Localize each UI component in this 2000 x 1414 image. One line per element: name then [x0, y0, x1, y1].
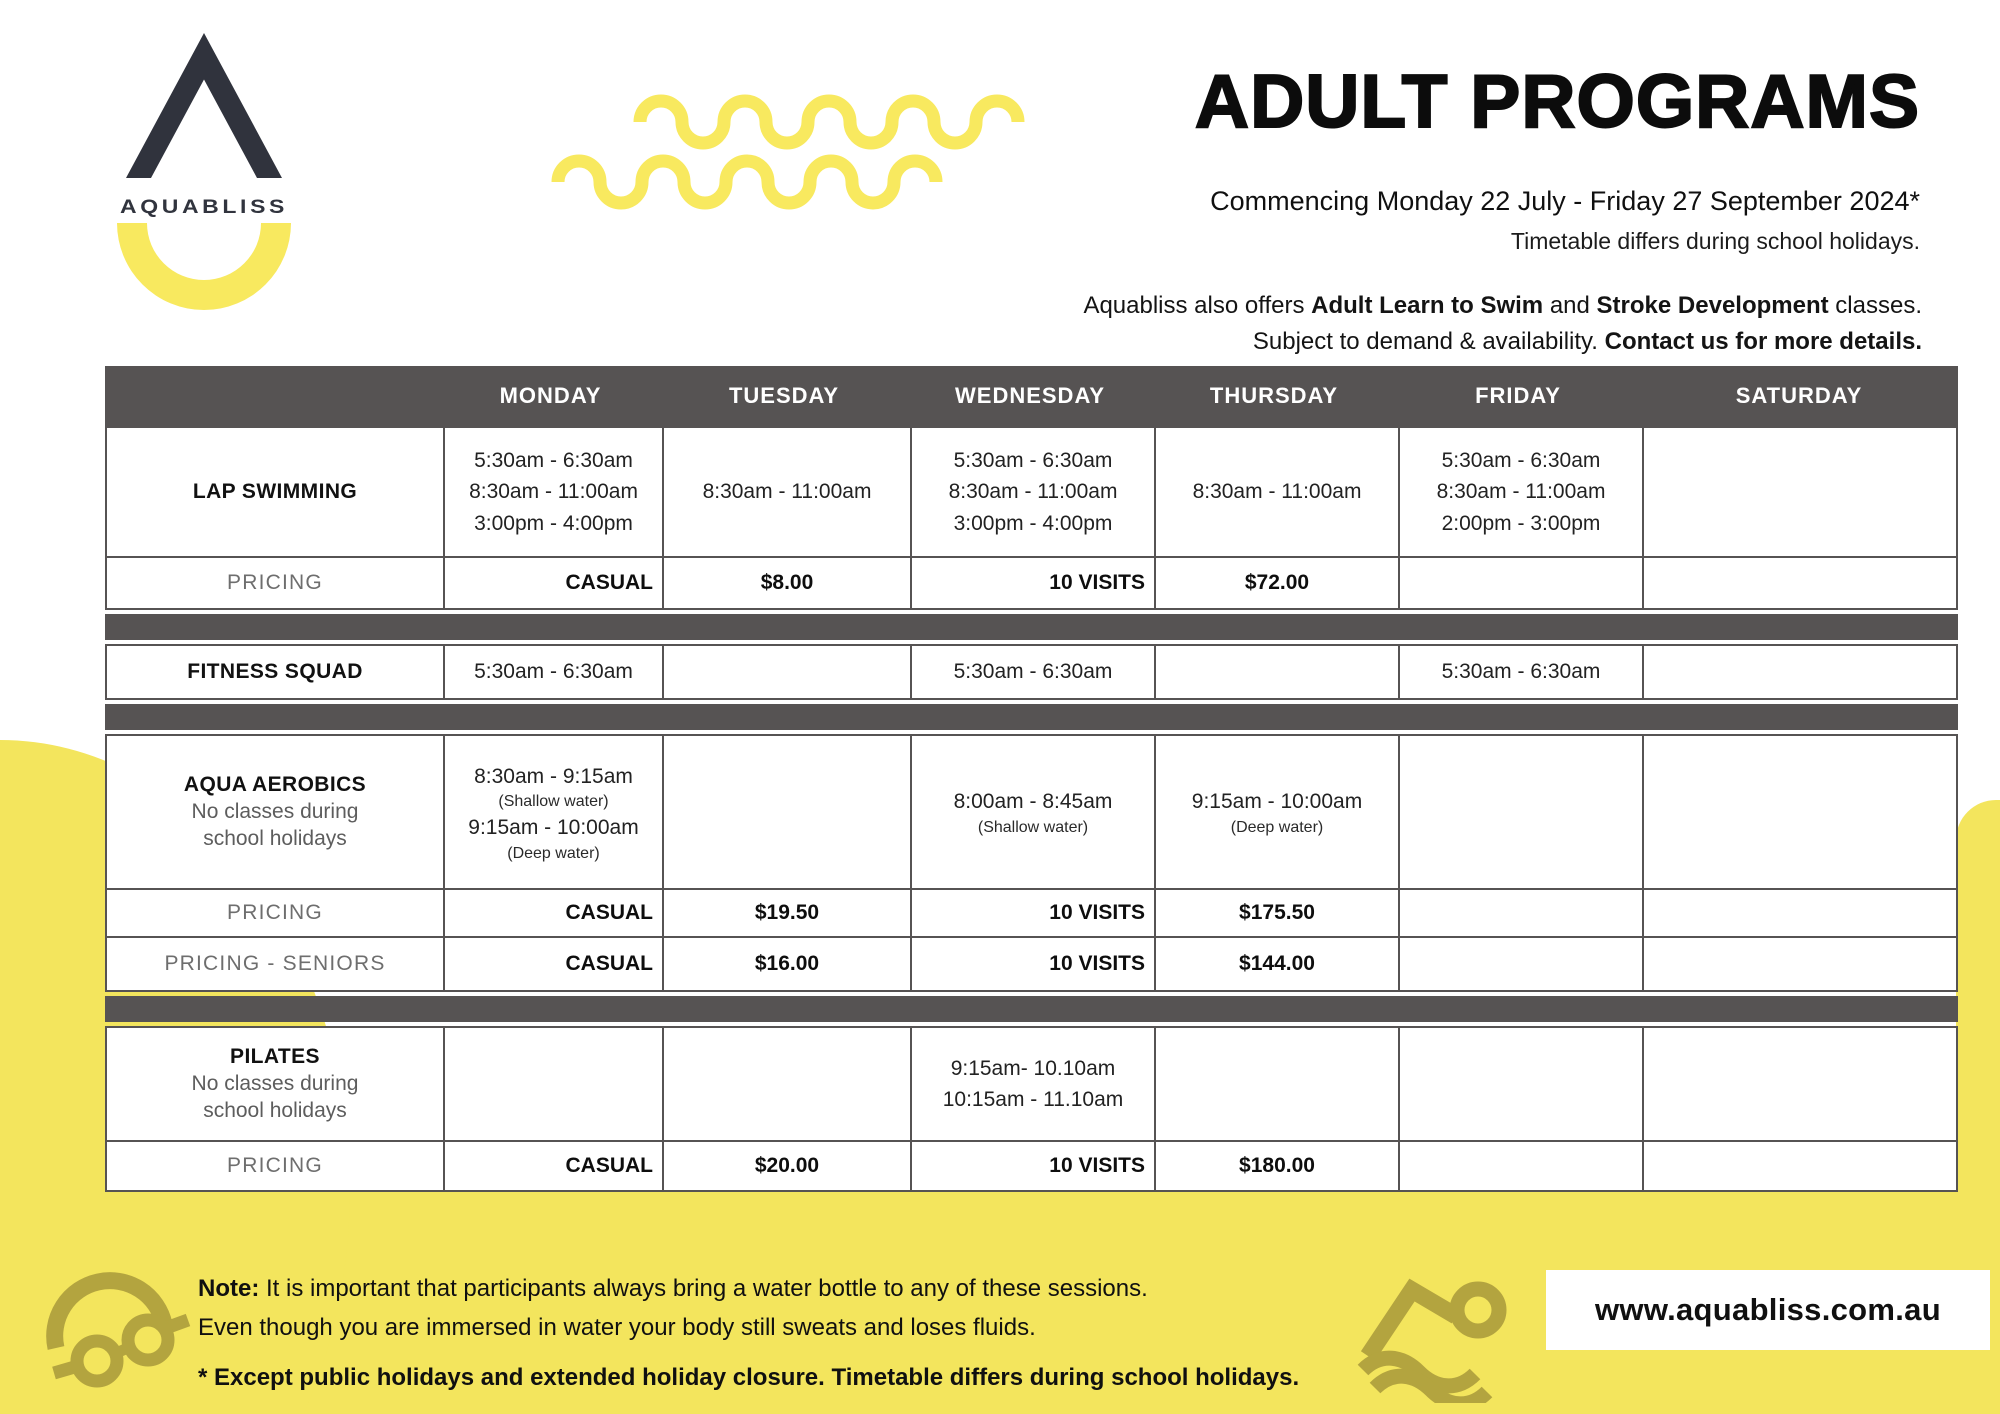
- schedule-cell: [1642, 1028, 1956, 1140]
- timetable-header-row: [105, 366, 1958, 426]
- pricing-cell: [443, 558, 662, 608]
- schedule-cell: [443, 736, 662, 888]
- row-label-cell: [107, 1028, 443, 1140]
- session-time: 8:30am - 11:00am: [1436, 480, 1606, 504]
- pricing-cell: [662, 1142, 910, 1190]
- session-time: 8:30am - 11:00am: [1192, 480, 1362, 504]
- note-line-2: Even though you are immersed in water your body still sweats and loses fluids.: [198, 1313, 1036, 1341]
- offer-line-1: Aquabliss also offers Adult Learn to Swim and Stroke Development classes.: [1083, 292, 1922, 319]
- session-time: 8:30am - 11:00am: [702, 480, 872, 504]
- day-header-thursday: THURSDAY: [1209, 383, 1339, 408]
- pricing-cell: [910, 890, 1154, 936]
- hydration-note: [198, 1270, 1148, 1348]
- timetable-body: [105, 426, 1958, 1192]
- pricing-value: $19.50: [754, 901, 820, 924]
- pricing-cell: [1398, 890, 1642, 936]
- pricing-row: [105, 890, 1958, 938]
- row-label-cell: [107, 646, 443, 698]
- pricing-cell: [1642, 558, 1956, 608]
- session-detail: (Shallow water): [977, 818, 1089, 836]
- pricing-label: PRICING: [227, 1154, 323, 1177]
- session-time: 5:30am - 6:30am: [1441, 448, 1601, 472]
- session-time: 8:00am - 8:45am: [953, 790, 1113, 814]
- pricing-value: CASUAL: [565, 1154, 653, 1177]
- public-holiday-note: * Except public holidays and extended holiday closure. Timetable differs during school holidays.: [198, 1364, 1300, 1391]
- pricing-value: 10 VISITS: [1049, 952, 1145, 975]
- schedule-cell: [910, 646, 1154, 698]
- session-detail: (Deep water): [507, 844, 600, 862]
- program-row: [105, 1026, 1958, 1142]
- pricing-value: $175.50: [1239, 901, 1315, 924]
- schedule-cell: [1154, 736, 1398, 888]
- pricing-value: 10 VISITS: [1049, 901, 1145, 924]
- section-separator: [105, 704, 1958, 730]
- pricing-value: $16.00: [754, 952, 820, 975]
- day-header-wednesday: WEDNESDAY: [955, 383, 1105, 408]
- session-time: 8:30am - 9:15am: [474, 764, 633, 788]
- day-header-tuesday: TUESDAY: [728, 383, 840, 408]
- pricing-cell: [910, 938, 1154, 990]
- session-time: 5:30am - 6:30am: [1441, 660, 1601, 684]
- schedule-cell: [1398, 428, 1642, 556]
- pricing-cell: [662, 938, 910, 990]
- program-name: FITNESS SQUAD: [187, 660, 363, 684]
- pricing-cell: [1154, 558, 1398, 608]
- program-subnote: No classes during school holidays: [191, 1071, 359, 1122]
- pricing-value: $72.00: [1244, 571, 1310, 594]
- aquabliss-logo: [115, 28, 293, 313]
- pricing-value: CASUAL: [565, 571, 653, 594]
- session-time: 5:30am - 6:30am: [953, 448, 1113, 472]
- section-separator: [105, 614, 1958, 640]
- pricing-value: $20.00: [754, 1154, 820, 1177]
- schedule-cell: [1398, 736, 1642, 888]
- pricing-cell: [910, 1142, 1154, 1190]
- pricing-value: $8.00: [760, 571, 814, 594]
- section-separator: [105, 996, 1958, 1022]
- pricing-cell: [1642, 938, 1956, 990]
- pricing-value: 10 VISITS: [1049, 1154, 1145, 1177]
- session-time: 5:30am - 6:30am: [474, 660, 633, 684]
- pricing-cell: [1154, 938, 1398, 990]
- schedule-cell: [443, 428, 662, 556]
- session-time: 2:00pm - 3:00pm: [1441, 511, 1601, 535]
- session-detail: (Shallow water): [498, 793, 609, 810]
- row-label-cell: [107, 1142, 443, 1190]
- row-label-cell: [107, 938, 443, 990]
- row-label-cell: [107, 890, 443, 936]
- row-label-cell: [107, 558, 443, 608]
- pricing-cell: [1642, 890, 1956, 936]
- logo-droplet-icon: [115, 28, 293, 313]
- swimmer-icon: [1338, 1258, 1518, 1403]
- schedule-cell: [1642, 736, 1956, 888]
- program-subnote: No classes during school holidays: [191, 799, 359, 850]
- schedule-cell: [1398, 646, 1642, 698]
- session-detail: (Deep water): [1230, 818, 1324, 836]
- program-name: AQUA AEROBICS: [183, 773, 367, 797]
- pricing-cell: [1398, 938, 1642, 990]
- pricing-label: PRICING: [227, 901, 323, 924]
- offer-line-2: Subject to demand & availability. Contact us for more details.: [1252, 328, 1922, 355]
- program-row: [105, 734, 1958, 890]
- schedule-cell: [1154, 1028, 1398, 1140]
- session-time: 3:00pm - 4:00pm: [474, 511, 633, 535]
- pricing-cell: [1398, 1142, 1642, 1190]
- schedule-cell: [662, 1028, 910, 1140]
- goggles-icon: [42, 1266, 192, 1396]
- schedule-cell: [443, 1028, 662, 1140]
- program-row: [105, 426, 1958, 558]
- offer-text: [1083, 288, 1922, 360]
- pricing-row: [105, 1142, 1958, 1192]
- pricing-cell: [443, 938, 662, 990]
- page-title: ADULT PROGRAMS: [1194, 59, 1920, 143]
- pricing-cell: [1154, 890, 1398, 936]
- session-time: 5:30am - 6:30am: [953, 660, 1113, 684]
- pricing-label: PRICING - SENIORS: [164, 952, 386, 975]
- pricing-value: CASUAL: [565, 952, 653, 975]
- pricing-row: [105, 558, 1958, 610]
- pricing-value: 10 VISITS: [1049, 571, 1145, 594]
- note-line-1: Note: It is important that participants always bring a water bottle to any of these sessions.: [198, 1275, 1148, 1302]
- schedule-cell: [1642, 646, 1956, 698]
- schedule-cell: [662, 428, 910, 556]
- website-box: [1546, 1270, 1990, 1350]
- pricing-value: CASUAL: [565, 901, 653, 924]
- pricing-cell: [443, 890, 662, 936]
- row-label-cell: [107, 736, 443, 888]
- date-range-subtitle: Commencing Monday 22 July - Friday 27 September 2024*: [1210, 186, 1920, 216]
- day-header-friday: FRIDAY: [1475, 383, 1561, 408]
- schedule-cell: [910, 1028, 1154, 1140]
- schedule-cell: [1154, 428, 1398, 556]
- website-url: www.aquabliss.com.au: [1595, 1292, 1941, 1327]
- schedule-cell: [910, 428, 1154, 556]
- timetable: [105, 366, 1958, 1192]
- program-name: PILATES: [230, 1045, 320, 1069]
- pricing-cell: [662, 558, 910, 608]
- schedule-cell: [910, 736, 1154, 888]
- pricing-cell: [443, 1142, 662, 1190]
- session-time: 5:30am - 6:30am: [474, 448, 633, 472]
- session-time: 9:15am- 10.10am: [950, 1056, 1116, 1080]
- schedule-cell: [1398, 1028, 1642, 1140]
- schedule-cell: [1154, 646, 1398, 698]
- session-time: 9:15am - 10:00am: [1191, 790, 1363, 814]
- pricing-cell: [910, 558, 1154, 608]
- day-header-monday: MONDAY: [499, 383, 602, 408]
- pricing-cell: [662, 890, 910, 936]
- pricing-cell: [1642, 1142, 1956, 1190]
- pricing-value: $180.00: [1239, 1154, 1315, 1177]
- pricing-cell: [1154, 1142, 1398, 1190]
- pricing-row: [105, 938, 1958, 992]
- schedule-cell: [662, 646, 910, 698]
- session-time: 9:15am - 10:00am: [468, 816, 639, 839]
- schedule-cell: [443, 646, 662, 698]
- program-row: [105, 644, 1958, 700]
- pricing-value: $144.00: [1239, 952, 1315, 975]
- row-label-cell: [107, 428, 443, 556]
- pricing-cell: [1398, 558, 1642, 608]
- session-time: 8:30am - 11:00am: [948, 480, 1118, 504]
- pricing-label: PRICING: [227, 571, 323, 594]
- schedule-cell: [662, 736, 910, 888]
- schedule-cell: [1642, 428, 1956, 556]
- holiday-subnote: Timetable differs during school holidays.: [1510, 228, 1920, 254]
- session-time: 8:30am - 11:00am: [469, 480, 638, 504]
- logo-brand-text: AQUABLISS: [120, 197, 288, 218]
- session-time: 3:00pm - 4:00pm: [953, 511, 1113, 535]
- yellow-edge-right: [1956, 800, 2000, 1220]
- wave-decoration-icon: [545, 85, 1025, 210]
- session-time: 10:15am - 11.10am: [942, 1088, 1124, 1111]
- program-name: LAP SWIMMING: [192, 480, 358, 504]
- day-header-saturday: SATURDAY: [1735, 383, 1863, 408]
